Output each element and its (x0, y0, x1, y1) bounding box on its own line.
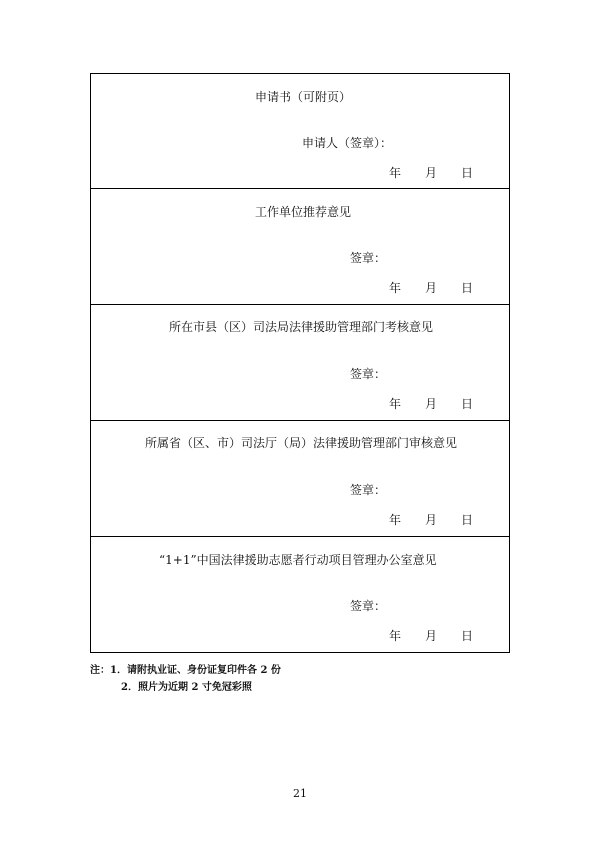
year-label: 年 (389, 513, 402, 527)
province-review-section (91, 421, 509, 537)
signature-label: 签章： (350, 367, 387, 381)
date-line (389, 395, 489, 409)
year-label: 年 (389, 166, 402, 180)
signature-label: 签章： (350, 251, 387, 265)
day-label: 日 (461, 513, 474, 527)
date-line (389, 511, 489, 525)
year-label: 年 (389, 397, 402, 411)
month-label: 月 (425, 513, 438, 527)
note-line-1: 注：1．请附执业证、身份证复印件各 2 份 (90, 665, 281, 676)
year-label: 年 (389, 629, 402, 643)
date-line (389, 279, 489, 293)
section-title: 申请书（可附页） (255, 90, 352, 104)
county-review-section (91, 305, 509, 421)
date-line (389, 164, 489, 178)
year-label: 年 (389, 281, 402, 295)
section-title: 工作单位推荐意见 (255, 205, 352, 219)
month-label: 月 (425, 166, 438, 180)
note-line-2: 2．照片为近期 2 寸免冠彩照 (121, 682, 252, 693)
application-section (91, 74, 509, 189)
day-label: 日 (461, 397, 474, 411)
day-label: 日 (461, 629, 474, 643)
day-label: 日 (461, 166, 474, 180)
form-table (90, 73, 510, 653)
month-label: 月 (425, 397, 438, 411)
month-label: 月 (425, 629, 438, 643)
section-title: “1+1”中国法律援助志愿者行动项目管理办公室意见 (159, 553, 437, 567)
section-title: 所属省（区、市）司法厅（局）法律援助管理部门审核意见 (145, 436, 458, 450)
day-label: 日 (461, 281, 474, 295)
project-office-section (91, 537, 509, 653)
date-line (389, 627, 489, 641)
signature-label: 签章： (350, 483, 387, 497)
section-title: 所在市县（区）司法局法律援助管理部门考核意见 (169, 320, 434, 334)
signature-label: 申请人（签章）： (302, 136, 393, 150)
month-label: 月 (425, 281, 438, 295)
signature-label: 签章： (350, 599, 387, 613)
employer-recommendation-section (91, 189, 509, 305)
page-number: 21 (293, 787, 307, 800)
